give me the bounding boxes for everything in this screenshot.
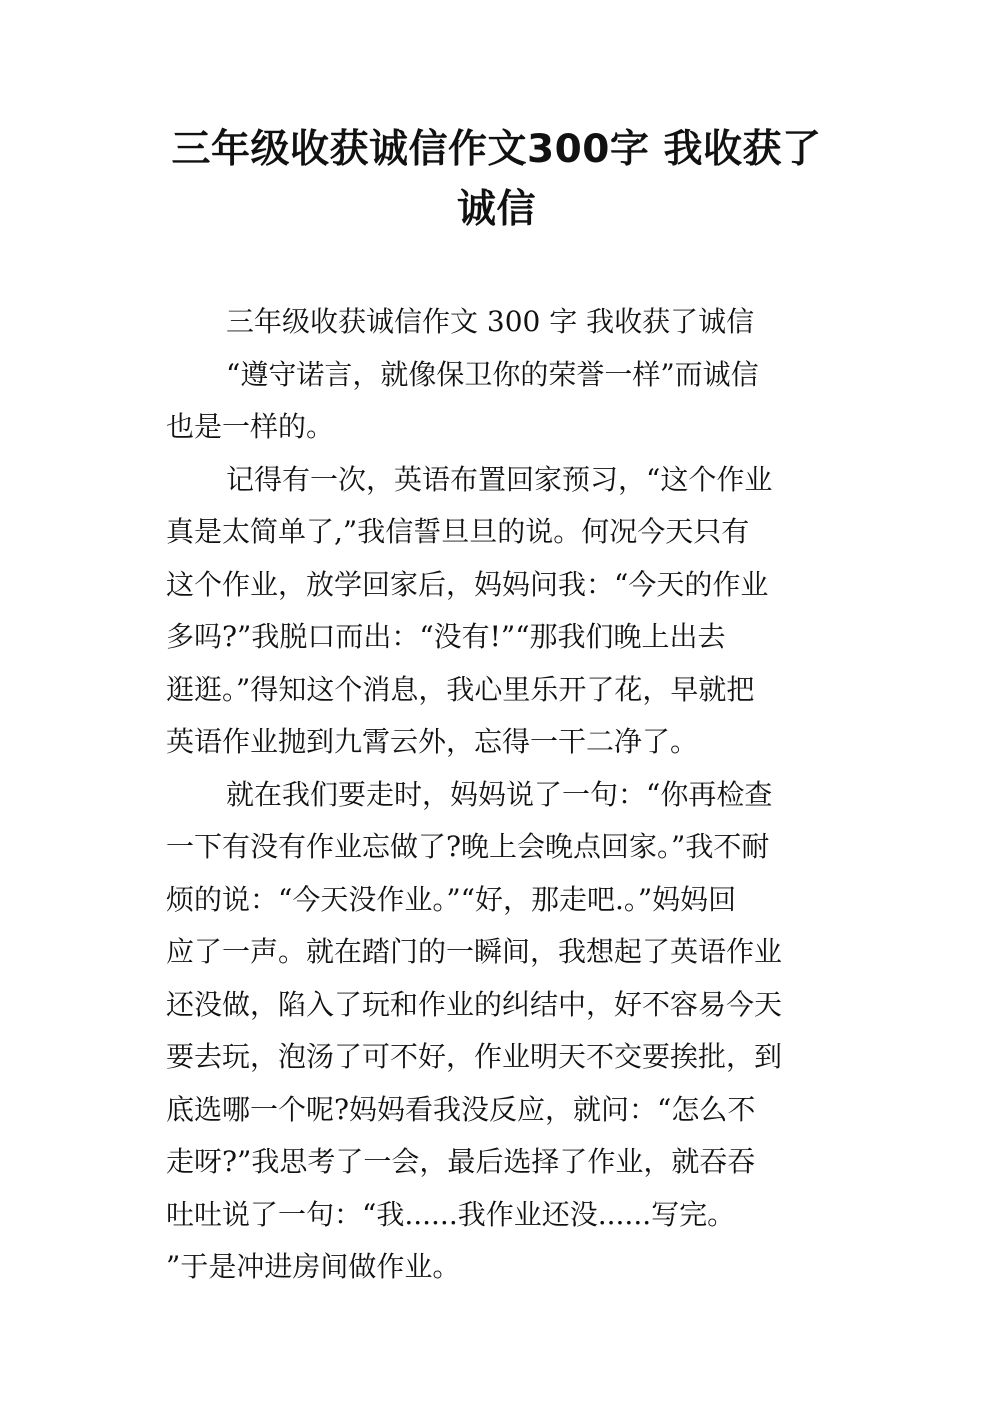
document-body: [166, 296, 838, 1294]
paragraph-line: 三年级收获诚信作文 300 字 我收获了诚信: [226, 305, 755, 338]
paragraph-story-1: [166, 454, 838, 769]
paragraph-line: 记得有一次，英语布置回家预习，“这个作业: [226, 462, 773, 496]
paragraph-story-2: [166, 769, 838, 1294]
paragraph-line: 这个作业，放学回家后，妈妈问我：“今天的作业: [166, 567, 769, 601]
paragraph-line: 走呀?”我思考了一会，最后选择了作业，就吞吞: [166, 1145, 756, 1178]
paragraph-line: ”于是冲进房间做作业。: [166, 1250, 461, 1283]
paragraph-line: 吐吐说了一句：“我......我作业还没......写完。: [166, 1197, 736, 1231]
paragraph-line: 也是一样的。: [166, 410, 335, 443]
paragraph-line: 要去玩，泡汤了可不好，作业明天不交要挨批，到: [166, 1040, 783, 1073]
paragraph-line: 一下有没有作业忘做了?晚上会晚点回家。”我不耐: [166, 830, 770, 863]
title-line: 三年级收获诚信作文300字 我收获了: [171, 127, 822, 172]
paragraph-line: “遵守诺言，就像保卫你的荣誉一样”而诚信: [226, 357, 759, 391]
paragraph-line: 真是太简单了,”我信誓旦旦的说。何况今天只有: [166, 515, 750, 548]
paragraph-subtitle: [166, 296, 838, 349]
title-line: 诚信: [456, 187, 536, 232]
paragraph-line: 应了一声。就在踏门的一瞬间，我想起了英语作业: [166, 935, 783, 968]
paragraph-quote: [166, 349, 838, 454]
paragraph-line: 英语作业抛到九霄云外，忘得一干二净了。: [166, 725, 699, 758]
paragraph-line: 就在我们要走时，妈妈说了一句：“你再检查: [226, 777, 773, 811]
document-title: [150, 120, 843, 240]
paragraph-line: 还没做，陷入了玩和作业的纠结中，好不容易今天: [166, 987, 783, 1021]
paragraph-line: 烦的说：“今天没作业。”“好，那走吧.。”妈妈回: [166, 882, 737, 916]
paragraph-line: 底选哪一个呢?妈妈看我没反应，就问：“怎么不: [166, 1092, 756, 1126]
paragraph-line: 逛逛。”得知这个消息，我心里乐开了花，早就把: [166, 672, 755, 706]
paragraph-line: 多吗?”我脱口而出：“没有!”“那我们晚上出去: [166, 620, 726, 653]
